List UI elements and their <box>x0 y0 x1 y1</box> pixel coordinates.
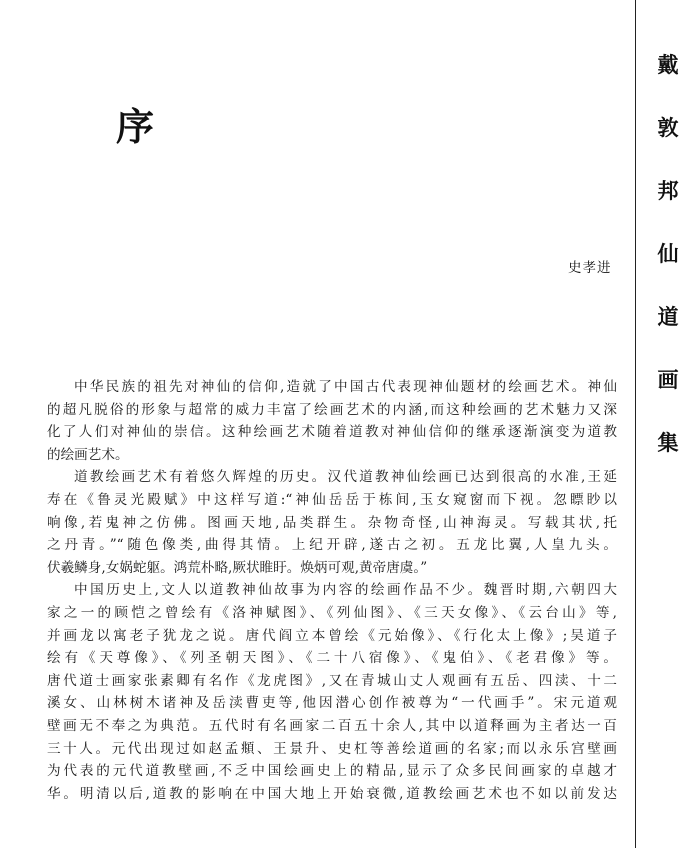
book-title-char: 敦 <box>657 115 679 140</box>
body-text-line: 响像,若鬼神之仿佛。图画天地,品类群生。杂物奇怪,山神海灵。写载其状,托 <box>47 514 617 531</box>
body-text-line: 壁画无不奉之为典范。五代时有名画家二百五十余人,其中以道释画为主者达一百 <box>47 717 617 734</box>
body-text-line: 绘有《天尊像》、《列圣朝天图》、《二十八宿像》、《鬼伯》、《老君像》等。 <box>47 650 617 667</box>
book-title-char: 邦 <box>657 178 679 203</box>
body-text-line: 中华民族的祖先对神仙的信仰,造就了中国古代表现神仙题材的绘画艺术。神仙 <box>74 379 617 395</box>
author-name: 史孝进 <box>568 260 612 276</box>
book-title-char: 戴 <box>657 52 679 77</box>
body-text-line: 并画龙以寓老子犹龙之说。唐代阎立本曾绘《元始像》、《行化太上像》;吴道子 <box>47 627 617 644</box>
body-text-line: 寿在《鲁灵光殿赋》中这样写道:“神仙岳岳于栋间,玉女窥窗而下视。忽瞟眇以 <box>47 491 617 508</box>
book-title-char: 集 <box>657 430 679 455</box>
body-text-line: 为代表的元代道教壁画,不乏中国绘画史上的精品,显示了众多民间画家的卓越才 <box>47 763 617 780</box>
book-title-char: 道 <box>657 304 679 329</box>
body-text-line: 之丹青。”“随色像类,曲得其情。上纪开辟,遂古之初。五龙比翼,人皇九头。 <box>47 537 617 554</box>
body-text-line: 伏羲鳞身,女娲蛇躯。鸿荒朴略,厥状睢盱。焕炳可观,黄帝唐虞。” <box>47 559 428 576</box>
book-title-char: 画 <box>657 367 679 392</box>
body-text-line: 三十人。元代出现过如赵孟頫、王景升、史杠等善绘道画的名家;而以永乐宫壁画 <box>47 740 617 757</box>
body-text-line: 溪女、山林树木诸神及岳渎曹吏等,他因潜心创作被尊为“一代画手”。宋元道观 <box>47 695 617 712</box>
vertical-book-title <box>648 50 688 491</box>
body-text-line: 道教绘画艺术有着悠久辉煌的历史。汉代道教神仙绘画已达到很高的水准,王延 <box>74 469 617 486</box>
body-text-line: 华。明清以后,道教的影响在中国大地上开始衰微,道教绘画艺术也不如以前发达 <box>47 785 617 802</box>
body-text-line: 家之一的顾恺之曾绘有《洛神赋图》、《列仙图》、《三天女像》、《云台山》等, <box>47 604 617 621</box>
body-text-line: 化了人们对神仙的崇信。这种绘画艺术随着道教对神仙信仰的继承逐渐演变为道教 <box>47 424 617 441</box>
margin-divider-line <box>635 0 636 848</box>
body-text-line: 中国历史上,文人以道教神仙故事为内容的绘画作品不少。魏晋时期,六朝四大 <box>74 582 617 599</box>
body-text-line: 的绘画艺术。 <box>47 446 129 463</box>
preface-heading: 序 <box>116 104 157 149</box>
body-text-line: 的超凡脱俗的形象与超常的威力丰富了绘画艺术的内涵,而这种绘画的艺术魅力又深 <box>47 401 617 418</box>
book-title-char: 仙 <box>657 241 679 266</box>
body-text-line: 唐代道士画家张素卿有名作《龙虎图》,又在青城山丈人观画有五岳、四渎、十二 <box>47 672 617 689</box>
preface-body <box>47 376 617 805</box>
